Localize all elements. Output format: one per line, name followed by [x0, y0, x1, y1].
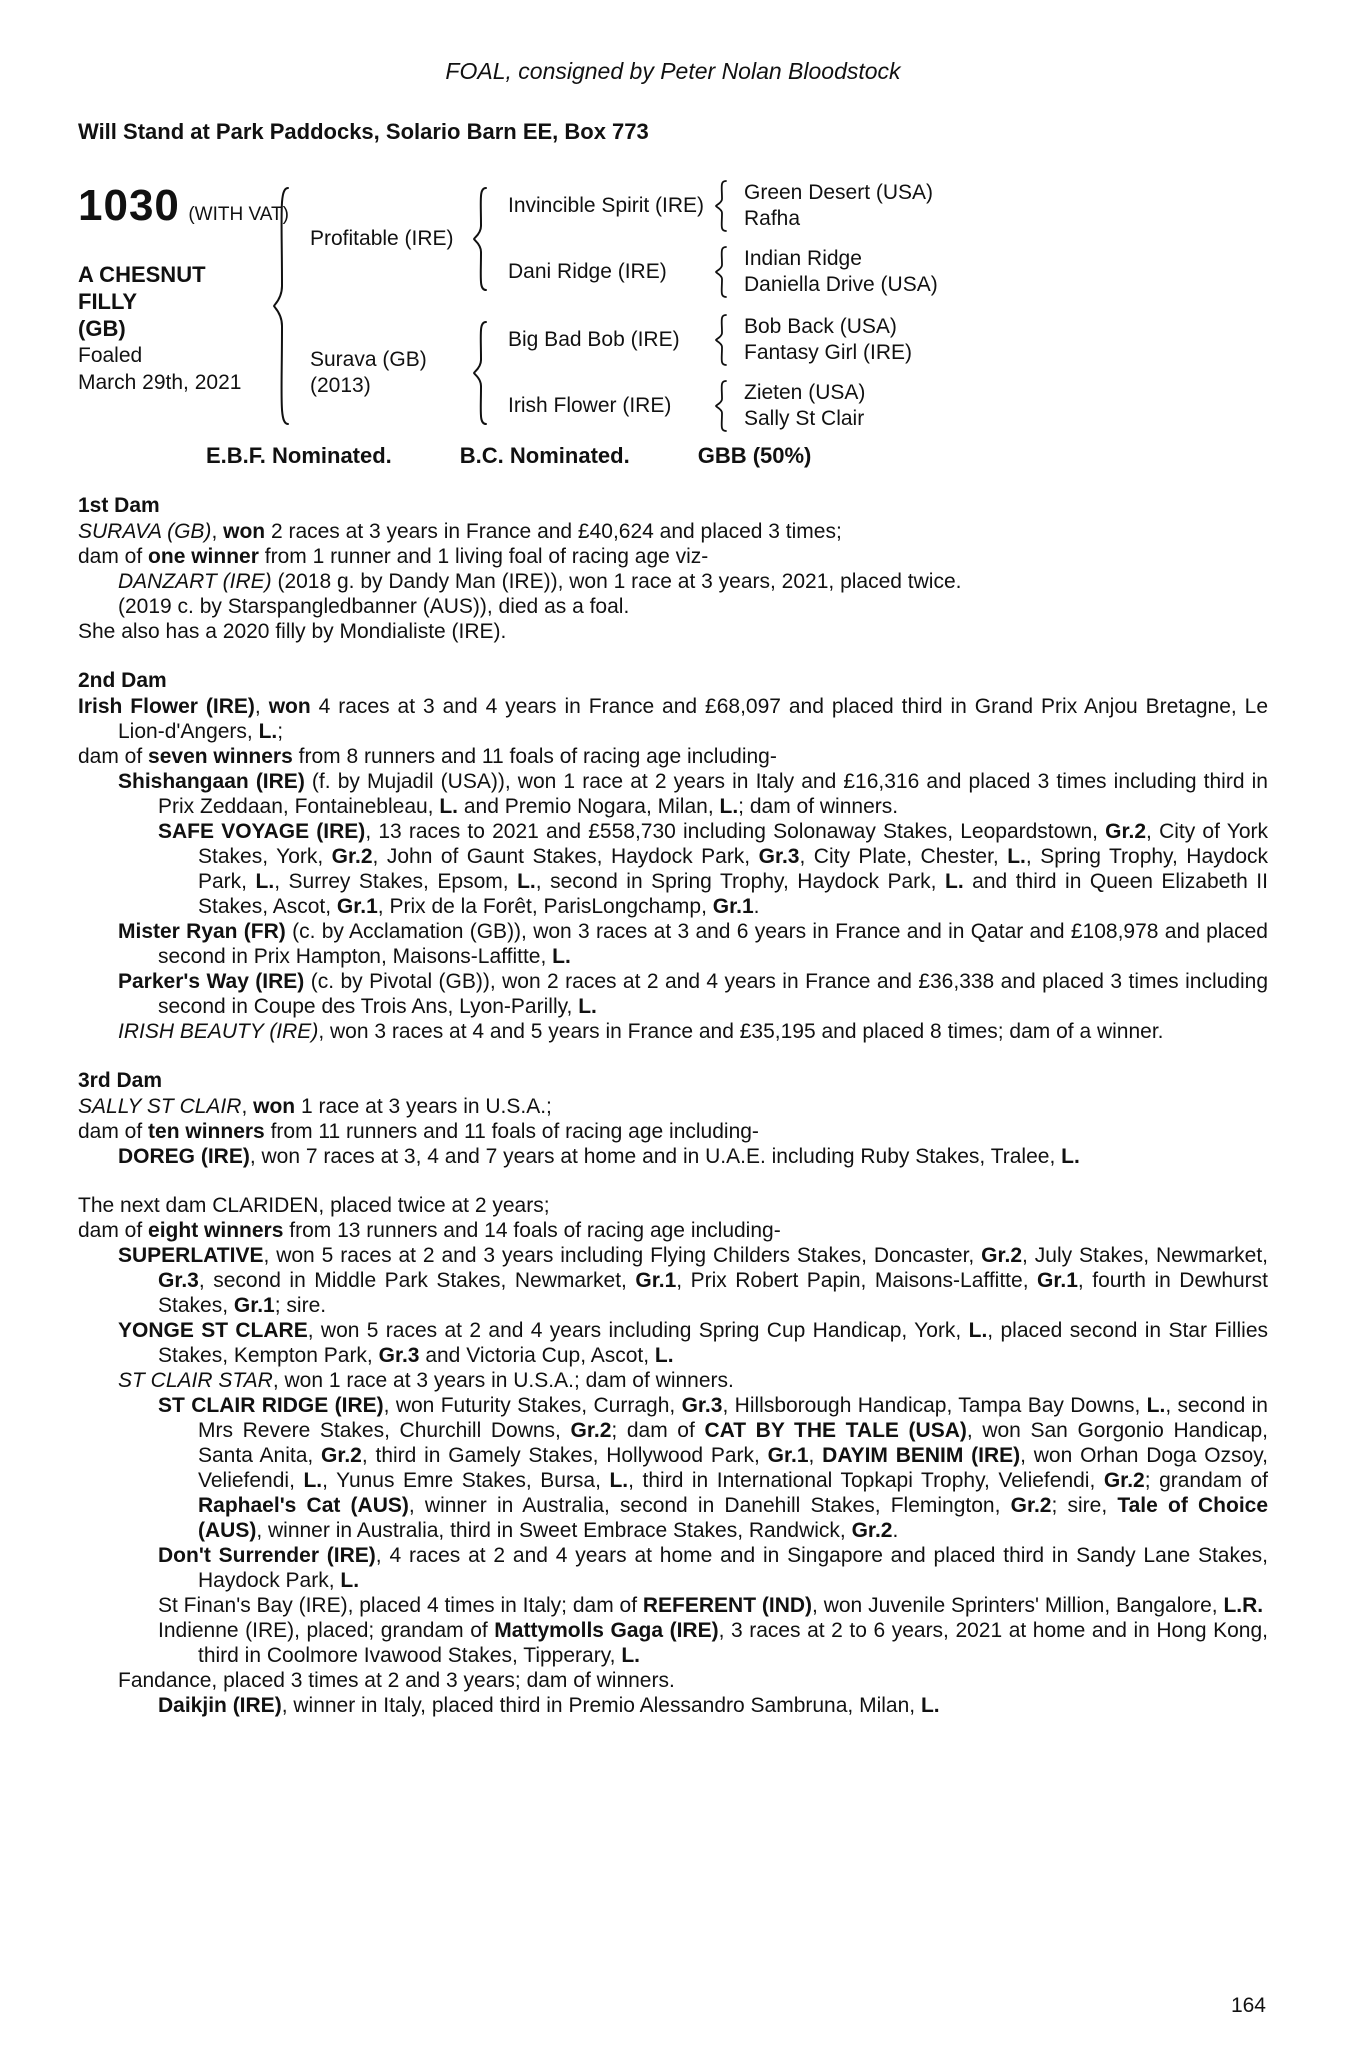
catalog-paragraph [78, 569, 1268, 594]
pedigree-brace-icon [712, 245, 736, 299]
pedigree-brace-icon [712, 313, 736, 367]
dam-section [78, 493, 1268, 644]
section-heading: 2nd Dam [78, 669, 167, 692]
dam-sire-name: Big Bad Bob (IRE) [508, 328, 680, 351]
text-run: one winner [148, 545, 259, 568]
text-run: SURAVA (GB) [78, 520, 212, 543]
text-run: ; grandam of [1144, 1469, 1268, 1492]
text-run: . [753, 895, 760, 918]
catalog-paragraph [78, 594, 1268, 619]
text-run: DANZART (IRE) [118, 570, 272, 593]
text-run: , third in International Topkapi Trophy, Veliefendi, [628, 1469, 1104, 1492]
sire-dam-block [498, 245, 938, 299]
text-run: , winner in Australia, second in Danehill Stakes, Flemington, [408, 1494, 1011, 1517]
text-run: , second in Middle Park Stakes, Newmarket, [198, 1269, 636, 1292]
text-run: L. [439, 795, 459, 818]
pedigree-brace-icon [470, 186, 498, 292]
catalog-paragraph [78, 619, 1268, 644]
great-grandparents [736, 314, 912, 366]
lot-number: 1030 [78, 181, 180, 230]
great-grandparents [736, 180, 933, 232]
section-heading: 3rd Dam [78, 1069, 163, 1092]
text-run: Gr.1 [767, 1444, 809, 1467]
text-run: , placed second in Star Fillies Stakes, Kempton Park, [158, 1319, 1268, 1367]
catalog-paragraph [78, 1094, 1268, 1119]
text-run: 4 races at 3 and 4 years in France and £68,097 and placed third in Grand Prix Anjou Bretagne, Le Lion-d'Angers, [118, 695, 1269, 743]
text-run: SAFE VOYAGE (IRE) [158, 820, 366, 843]
catalog-paragraph [78, 1119, 1268, 1144]
text-run: , second in Spring Trophy, Haydock Park, [535, 870, 945, 893]
text-run: L. [340, 1569, 360, 1592]
ggp-name: Daniella Drive (USA) [744, 273, 938, 296]
text-run: Gr.3 [681, 1394, 723, 1417]
section-heading: 1st Dam [78, 494, 160, 517]
text-run: , Spring Trophy, Haydock Park, [198, 845, 1268, 893]
catalog-paragraph [78, 519, 1268, 544]
great-grandparents [736, 380, 865, 432]
text-run: L. [719, 795, 739, 818]
text-run: ; [277, 720, 284, 743]
text-run: , won 3 races at 4 and 5 years in France and £35,195 and placed 8 times; dam of a winner. [318, 1020, 1164, 1043]
text-run: L. [1146, 1394, 1166, 1417]
text-run: Indienne (IRE), placed; grandam of [158, 1619, 495, 1642]
text-run: Gr.2 [1103, 1469, 1145, 1492]
text-run: , 4 races at 2 and 4 years at home and in Singapore and placed third in Sandy Lane Stakes, Haydock Park, [198, 1544, 1268, 1592]
text-run: , [241, 1095, 254, 1118]
text-run: (2019 c. by Starspangledbanner (AUS)), died as a foal. [118, 595, 630, 618]
text-run: 2 races at 3 years in France and £40,624 and placed 3 times; [265, 520, 842, 543]
text-run: , second in Mrs Revere Stakes, Churchill Downs, [198, 1394, 1268, 1442]
catalog-paragraph [78, 1668, 1268, 1693]
pedigree-table [78, 179, 1268, 433]
pedigree-brace-icon [712, 379, 736, 433]
catalog-paragraph [78, 1318, 1268, 1368]
text-run: , third in Gamely Stakes, Hollywood Park, [361, 1444, 768, 1467]
text-run: , won 5 races at 2 and 3 years including Flying Childers Stakes, Doncaster, [263, 1244, 982, 1267]
gbb-note: GBB (50%) [697, 443, 812, 468]
lot-vat-note: (WITH VAT) [188, 204, 289, 225]
text-run: SUPERLATIVE [118, 1244, 264, 1267]
text-run: , won 7 races at 3, 4 and 7 years at home and in U.A.E. including Ruby Stakes, Tralee, [249, 1145, 1062, 1168]
text-run: 1 race at 3 years in U.S.A.; [295, 1095, 552, 1118]
great-grandparents [736, 246, 938, 298]
foaled-date: March 29th, 2021 [78, 371, 242, 394]
dam-year-line: (2013) [310, 374, 371, 397]
text-run: CAT BY THE TALE (USA) [704, 1419, 967, 1442]
text-run: Daikjin (IRE) [158, 1694, 282, 1717]
sire-block [300, 179, 938, 299]
ggp-name: Bob Back (USA) [744, 315, 897, 338]
dam-name [300, 347, 470, 399]
text-run: ten winners [148, 1120, 265, 1143]
text-run: ST CLAIR RIDGE (IRE) [158, 1394, 384, 1417]
text-run: Mister Ryan (FR) [118, 920, 286, 943]
text-run: L. [621, 1644, 640, 1667]
text-run: Irish Flower (IRE) [78, 695, 255, 718]
dam-dam-name: Irish Flower (IRE) [508, 394, 672, 417]
text-run: , John of Gaunt Stakes, Haydock Park, [372, 845, 759, 868]
text-run: L. [552, 945, 571, 968]
text-run: ; sire. [274, 1294, 327, 1317]
dam-grandparents [498, 313, 912, 433]
text-run: St Finan's Bay (IRE), placed 4 times in Italy; dam of [158, 1594, 643, 1617]
text-run: L. [578, 995, 597, 1018]
text-run: Shishangaan (IRE) [118, 770, 305, 793]
catalog-paragraph [78, 1243, 1268, 1318]
text-run: L. [654, 1344, 674, 1367]
text-run: IRISH BEAUTY (IRE) [118, 1020, 319, 1043]
text-run: Gr.3 [758, 845, 800, 868]
text-run: , Prix de la Forêt, ParisLongchamp, [377, 895, 713, 918]
text-run: . [892, 1519, 899, 1542]
text-run: and Victoria Cup, Ascot, [419, 1344, 655, 1367]
text-run: DAYIM BENIM (IRE) [822, 1444, 1021, 1467]
text-run: Gr.3 [378, 1344, 420, 1367]
text-run: won [268, 695, 311, 718]
text-run: , winner in Australia, third in Sweet Embrace Stakes, Randwick, [256, 1519, 852, 1542]
sire-sire-block [498, 179, 938, 233]
text-run: Gr.1 [336, 895, 378, 918]
text-run: , won Orhan Doga Ozsoy, Veliefendi, [198, 1444, 1268, 1492]
text-run: Gr.1 [712, 895, 754, 918]
text-run: dam of [78, 545, 149, 568]
text-run: Gr.1 [233, 1294, 275, 1317]
text-run: Mattymolls Gaga (IRE) [494, 1619, 719, 1642]
dam-name-line: Surava (GB) [310, 348, 427, 371]
text-run: dam of [78, 1120, 149, 1143]
text-run: won [223, 520, 266, 543]
catalog-paragraph [78, 544, 1268, 569]
foaled-label: Foaled [78, 344, 143, 367]
page-title: FOAL, consigned by Peter Nolan Bloodstock [445, 58, 901, 84]
text-run: , won San Gorgonio Handicap, Santa Anita, [198, 1419, 1269, 1467]
horse-country: (GB) [78, 316, 126, 341]
text-run: , [254, 695, 269, 718]
catalog-paragraph [78, 919, 1268, 969]
text-run: Gr.2 [1105, 820, 1147, 843]
text-run: ST CLAIR STAR [118, 1369, 273, 1392]
sire-grandparents [498, 179, 938, 299]
ggp-name: Green Desert (USA) [744, 181, 934, 204]
text-run: L. [517, 870, 536, 893]
horse-sex-color: A CHESNUT FILLY [78, 262, 206, 314]
ebf-nominated: E.B.F. Nominated. [206, 443, 392, 468]
text-run: L. [920, 1694, 940, 1717]
text-run: (f. by Mujadil (USA)), won 1 race at 2 years in Italy and £16,316 and placed 3 times including third in Prix Zeddaan, Fontainebleau, [158, 770, 1268, 818]
page-number: 164 [1230, 1994, 1266, 2017]
dam-dam-block [498, 379, 912, 433]
sire-name: Profitable (IRE) [310, 227, 454, 250]
text-run: (c. by Pivotal (GB)), won 2 races at 2 and 4 years in France and £36,338 and placed 3 times including second in Coupe des Trois Ans, Lyon-Parilly, [158, 970, 1268, 1018]
catalog-paragraph [78, 969, 1268, 1019]
lot-info [78, 179, 289, 396]
ggp-name: Sally St Clair [744, 407, 865, 430]
text-run: , won 5 races at 2 and 4 years including Spring Cup Handicap, York, [307, 1319, 969, 1342]
text-run: from 8 runners and 11 foals of racing age including- [292, 745, 777, 768]
text-run: YONGE ST CLARE [118, 1319, 308, 1342]
text-run: dam of [78, 1219, 149, 1242]
catalog-paragraph [78, 819, 1268, 919]
text-run: Fandance, placed 3 times at 2 and 3 years; dam of winners. [118, 1669, 675, 1692]
text-run: Gr.2 [331, 845, 373, 868]
pedigree-brace-icon [712, 179, 736, 233]
lot-number-line [78, 181, 289, 231]
text-run: and Premio Nogara, Milan, [458, 795, 720, 818]
dam-block [300, 313, 938, 433]
catalog-paragraph [78, 1393, 1268, 1543]
text-run: won [253, 1095, 296, 1118]
ggp-name: Zieten (USA) [744, 381, 866, 404]
text-run: L. [1061, 1145, 1080, 1168]
text-run: from 13 runners and 14 foals of racing age including- [283, 1219, 781, 1242]
catalog-paragraph [78, 1144, 1268, 1169]
text-run: , [211, 520, 224, 543]
text-run: The next dam CLARIDEN, placed twice at 2 years; [78, 1194, 550, 1217]
text-run: , July Stakes, Newmarket, [1022, 1244, 1268, 1267]
text-run: L. [609, 1469, 629, 1492]
text-run: from 1 runner and 1 living foal of racing age viz- [258, 545, 709, 568]
catalog-paragraph [78, 1193, 1268, 1218]
text-run: L. [258, 720, 278, 743]
dam-section [78, 1068, 1268, 1169]
text-run: Parker's Way (IRE) [118, 970, 305, 993]
text-run: Raphael's Cat (AUS) [198, 1494, 409, 1517]
catalog-paragraph [78, 1019, 1268, 1044]
text-run: , 13 races to 2021 and £558,730 including Solonaway Stakes, Leopardstown, [365, 820, 1106, 843]
text-run: L. [1007, 845, 1026, 868]
catalog-paragraph [78, 1618, 1268, 1668]
catalog-paragraph [78, 1693, 1268, 1718]
text-run: L. [255, 870, 275, 893]
dam-section [78, 668, 1268, 1044]
text-run: and third in Queen Elizabeth II Stakes, Ascot, [198, 870, 1268, 918]
catalog-paragraph [78, 769, 1268, 819]
text-run: seven winners [148, 745, 293, 768]
text-run: , 3 races at 2 to 6 years, 2021 at home and in Hong Kong, third in Coolmore Ivawood Stakes, Tipperary, [198, 1619, 1268, 1667]
text-run: L. [303, 1469, 323, 1492]
ggp-name: Indian Ridge [744, 247, 862, 270]
text-run: , [808, 1444, 823, 1467]
pedigree-brace-icon [270, 179, 300, 433]
text-run: L. [968, 1319, 988, 1342]
text-run: Gr.2 [321, 1444, 362, 1467]
text-run: , City Plate, Chester, [799, 845, 1008, 868]
text-run: ; sire, [1051, 1494, 1118, 1517]
ggp-name: Fantasy Girl (IRE) [744, 341, 913, 364]
text-run: eight winners [148, 1219, 284, 1242]
text-run: She also has a 2020 filly by Mondialiste (IRE). [78, 620, 507, 643]
pedigree-brace-icon [470, 320, 498, 426]
ggp-name: Rafha [744, 207, 801, 230]
text-run: dam of [78, 745, 149, 768]
text-run: (2018 g. by Dandy Man (IRE)), won 1 race at 3 years, 2021, placed twice. [271, 570, 962, 593]
text-run: , Hillsborough Handicap, Tampa Bay Downs, [722, 1394, 1147, 1417]
text-run: , won 1 race at 3 years in U.S.A.; dam of winners. [272, 1369, 734, 1392]
text-run: ; dam of [611, 1419, 705, 1442]
pedigree-sections [78, 493, 1268, 1718]
text-run: , Yunus Emre Stakes, Bursa, [322, 1469, 610, 1492]
text-run: , fourth in Dewhurst Stakes, [158, 1269, 1269, 1317]
catalog-paragraph [78, 1593, 1268, 1618]
dam-section [78, 1193, 1268, 1718]
text-run: L.R. [1223, 1594, 1264, 1617]
text-run: , Surrey Stakes, Epsom, [274, 870, 518, 893]
text-run: Tale of Choice (AUS) [198, 1494, 1269, 1542]
sire-sire-name: Invincible Spirit (IRE) [508, 194, 705, 217]
text-run: (c. by Acclamation (GB)), won 3 races at 3 and 6 years in France and in Qatar and £108,978 and placed second in Prix Hampton, Maisons-Laffitte, [158, 920, 1268, 968]
bc-nominated: B.C. Nominated. [459, 443, 630, 468]
text-run: Gr.1 [1037, 1269, 1078, 1292]
catalog-paragraph [78, 1218, 1268, 1243]
horse-description [78, 261, 270, 396]
text-run: Gr.3 [158, 1269, 199, 1292]
text-run: DOREG (IRE) [118, 1145, 250, 1168]
dam-sire-block [498, 313, 912, 367]
catalog-paragraph [78, 1368, 1268, 1393]
text-run: , winner in Italy, placed third in Premio Alessandro Sambruna, Milan, [281, 1694, 921, 1717]
text-run: , won Juvenile Sprinters' Million, Bangalore, [812, 1594, 1224, 1617]
text-run: SALLY ST CLAIR [78, 1095, 242, 1118]
text-run: Gr.2 [851, 1519, 893, 1542]
text-run: Gr.2 [981, 1244, 1023, 1267]
pedigree-generations [300, 179, 938, 433]
text-run: , Prix Robert Papin, Maisons-Laffitte, [676, 1269, 1038, 1292]
text-run: Gr.2 [1010, 1494, 1052, 1517]
nominations-line [78, 443, 1268, 469]
text-run: Gr.1 [635, 1269, 677, 1292]
catalog-paragraph [78, 744, 1268, 769]
text-run: L. [945, 870, 964, 893]
text-run: , won Futurity Stakes, Curragh, [383, 1394, 682, 1417]
stand-location: Will Stand at Park Paddocks, Solario Barn EE, Box 773 [78, 119, 649, 144]
text-run: Don't Surrender (IRE) [158, 1544, 376, 1567]
sire-dam-name: Dani Ridge (IRE) [508, 260, 667, 283]
text-run: REFERENT (IND) [642, 1594, 813, 1617]
catalog-paragraph [78, 1543, 1268, 1593]
text-run: , City of York Stakes, York, [198, 820, 1268, 868]
text-run: Gr.2 [570, 1419, 612, 1442]
text-run: from 11 runners and 11 foals of racing age including- [264, 1120, 759, 1143]
text-run: ; dam of winners. [738, 795, 899, 818]
catalog-paragraph [78, 694, 1268, 744]
